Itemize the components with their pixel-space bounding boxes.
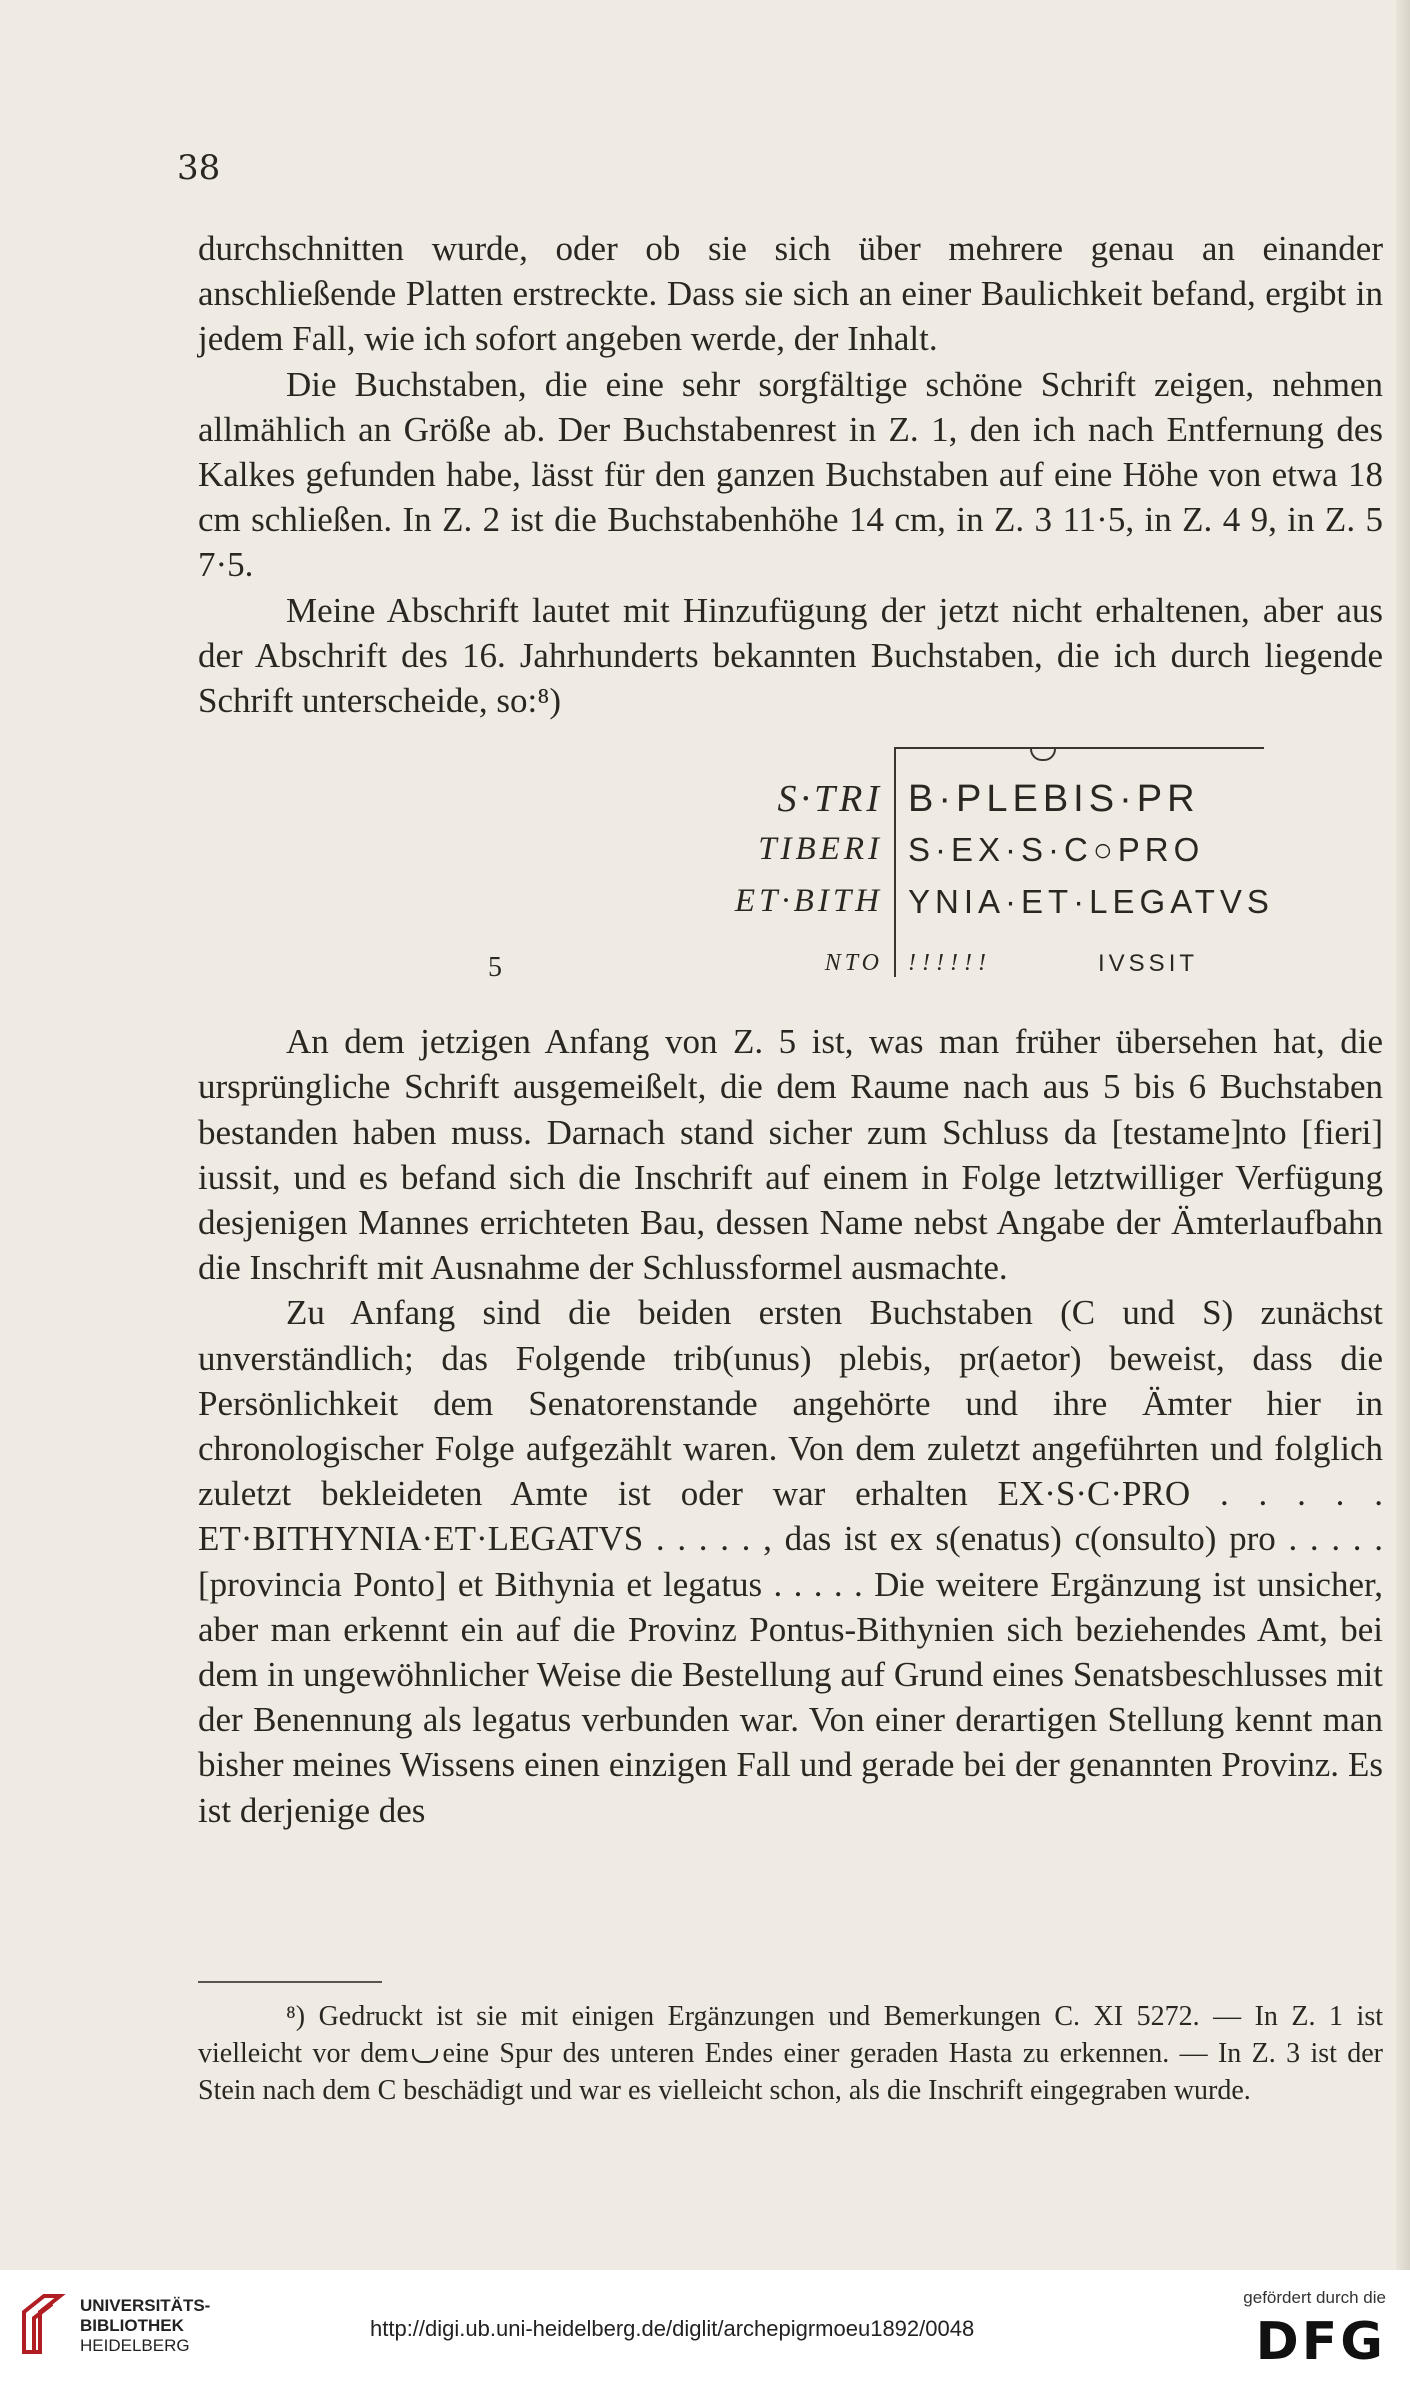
hasta-trace-icon	[412, 2049, 438, 2063]
footnotes	[198, 1998, 1383, 2109]
inscription-line3-left: ET·BITH	[734, 883, 883, 920]
inscription-line1-right: B·PLEBIS·PR	[908, 778, 1200, 821]
document-url[interactable]: http://digi.ub.uni-heidelberg.de/diglit/archepigrmoeu1892/0048	[370, 2316, 975, 2341]
sponsor-label: gefördert durch die	[1243, 2288, 1386, 2307]
library-line3: HEIDELBERG	[80, 2336, 190, 2355]
footer-bar	[0, 2270, 1410, 2384]
inscription-line2-left: TIBERI	[758, 831, 883, 868]
inscription-divider	[894, 747, 896, 977]
inscription-line5-left: NTO	[824, 950, 883, 977]
dfg-logo: DFG	[1255, 2312, 1386, 2372]
inscription-line5-marks: !!!!!!	[908, 950, 992, 977]
footnote-8	[198, 1998, 1383, 2109]
paragraph-3: Meine Abschrift lautet mit Hinzufügung der jetzt nicht erhaltenen, aber aus der Abschrift des 16. Jahrhunderts bekannten Buchstaben, die ich durch liegende Schrift unterscheide, so:⁸)	[198, 590, 1383, 721]
inscription-line2-right: S·EX·S·C○PRO	[908, 831, 1205, 869]
library-line1: UNIVERSITÄTS-	[80, 2296, 211, 2315]
footnote-8-part1: ⁸) Gedruckt ist sie mit einigen Ergänzungen und Bemerkungen C. XI 5272. — In Z. 1 ist vielleicht vor dem	[198, 2001, 1383, 2069]
inscription-line3-right: YNIA·ET·LEGATVS	[908, 883, 1274, 921]
inscription-top-line	[894, 747, 1264, 749]
inscription-line-number: 5	[488, 952, 502, 984]
library-name	[80, 2296, 210, 2356]
footnote-rule	[198, 1981, 382, 1983]
library-logo-icon	[16, 2292, 66, 2356]
library-line2: BIBLIOTHEK	[80, 2316, 184, 2335]
page-edge	[1396, 0, 1410, 2270]
paragraph-5: Zu Anfang sind die beiden ersten Buchstaben (C und S) zunächst unverständlich; das Folgende trib(unus) plebis, pr(aetor) beweist, dass die Persönlichkeit dem Senatorenstande angehörte und ihre Ämter hier in chronologischer Folge aufgezählt waren. Von dem zuletzt angeführten und folglich zuletzt bekleideten Amte ist oder war erhalten EX·S·C·PRO . . . . . ET·BITHYNIA·ET·LEGATVS . . . . . , das ist ex s(enatus) c(onsulto) pro . . . . . [provincia Ponto] et Bithynia et legatus . . . . . Die weitere Ergänzung ist unsicher, aber man erkennt ein auf die Provinz Pontus-Bithynien sich beziehendes Amt, bei dem in ungewöhnlicher Weise die Bestellung auf Grund eines Senatsbeschlusses mit der Benennung als legatus verbunden war. Von einer derartigen Stellung kennt man bisher meines Wissens einen einzigen Fall und gerade bei der genannten Provinz. Es ist derjenige des	[198, 1293, 1383, 1830]
inscription-line1-left: S·TRI	[777, 778, 883, 821]
footnote-8-part2: eine Spur des unteren Endes einer geraden Hasta zu erkennen. — In Z. 3 ist der Stein nach dem C beschädigt und war es vielleicht schon, als die Inschrift eingegraben wurde.	[198, 2038, 1384, 2106]
inscription-letter-trace	[1030, 749, 1056, 761]
body-text	[198, 226, 1383, 1833]
paragraph-4: An dem jetzigen Anfang von Z. 5 ist, was man früher übersehen hat, die ursprüngliche Schrift ausgemeißelt, die dem Raume nach aus 5 bis 6 Buchstaben bestanden haben muss. Darnach stand sicher zum Schluss da [testame]nto [fieri] iussit, und es befand sich die Inschrift auf einem in Folge letztwilliger Verfügung desjenigen Mannes errichteten Bau, dessen Name nebst Angabe der Ämterlaufbahn die Inschrift mit Ausnahme der Schlussformel ausmachte.	[198, 1022, 1383, 1288]
inscription-line5-right: IVSSIT	[1098, 950, 1199, 978]
paragraph-2: Die Buchstaben, die eine sehr sorgfältige schöne Schrift zeigen, nehmen allmählich an Größe ab. Der Buchstabenrest in Z. 1, den ich nach Entfernung des Kalkes gefunden habe, lässt für den ganzen Buchstaben auf eine Höhe von etwa 18 cm schließen. In Z. 2 ist die Buchstabenhöhe 14 cm, in Z. 3 11·5, in Z. 4 9, in Z. 5 7·5.	[198, 364, 1383, 585]
paragraph-1: durchschnitten wurde, oder ob sie sich über mehrere genau an einander anschließende Platten erstreckte. Dass sie sich an einer Baulichkeit befand, ergibt in jedem Fall, wie ich sofort angeben werde, der Inhalt.	[198, 229, 1383, 359]
inscription-block	[198, 731, 1383, 1013]
page-number: 38	[177, 148, 221, 188]
